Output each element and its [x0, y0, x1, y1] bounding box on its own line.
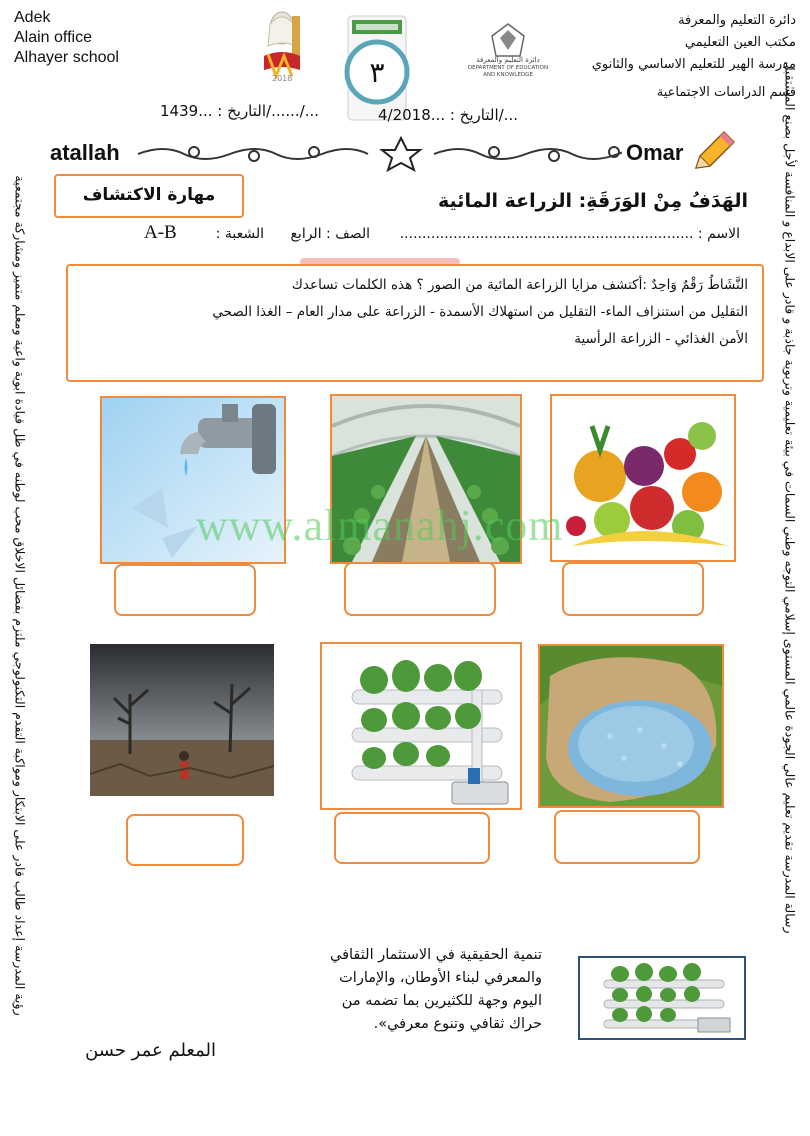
fruits-photo	[550, 394, 736, 562]
calendar-number: ٣	[369, 56, 385, 89]
header-right-line3: مدرسة الهير للتعليم الاساسي والثانوي	[591, 57, 796, 72]
name-banner	[50, 134, 740, 174]
adek-logo	[462, 22, 554, 78]
pencil-icon	[690, 128, 738, 176]
student-section-label: الشعبة :	[215, 226, 264, 242]
answer-box-3[interactable]	[562, 562, 704, 616]
banner-name-right: Omar	[622, 140, 683, 166]
quote-text	[296, 944, 542, 1036]
header-left-line3: Alhayer school	[14, 49, 119, 66]
skill-label: مهارة الاكتشاف	[82, 185, 216, 205]
answer-box-4[interactable]	[126, 814, 244, 866]
answer-box-2[interactable]	[344, 562, 496, 616]
header-left-line2: Alain office	[14, 29, 92, 46]
activity-hint-words-1: التقليل من استنزاف الماء- التقليل من استهلاك الأسمدة - الزراعة على مدار العام – الغذا الصحي	[212, 304, 748, 320]
skill-box	[54, 174, 244, 218]
answer-box-1[interactable]	[114, 564, 256, 616]
date-hijri: التاريخ : ...1439/....../...	[160, 102, 320, 120]
student-grade: الصف : الرابع	[290, 226, 370, 242]
date-gregorian: التاريخ : ...4/2018/...	[378, 106, 518, 124]
header-left-line1: Adek	[14, 9, 51, 26]
quote-line-1: تنمية الحقيقية في الاستثمار الثقافي	[330, 947, 542, 963]
adek-logo-line1: دائرة التعليم والمعرفة	[476, 56, 540, 64]
worksheet-objective: الهَدَفُ مِنْ الوَرَقَةِ: الزراعة المائية	[438, 190, 748, 212]
zayed-year: 2018	[272, 74, 293, 83]
student-name-field: الاسم : ..................................................................	[399, 226, 740, 242]
quote-line-4: حراك ثقافي وتنوع معرفي».	[373, 1016, 542, 1032]
activity-instruction: النَّشَاطُ رَقْمٌ وَاحِدٌ :أكتشف مزايا الزراعة المائية من الصور ؟ هذه الكلمات تساعدك	[291, 277, 748, 293]
header-right-line4: قسم الدراسات الاجتماعية	[656, 85, 796, 100]
header-left	[14, 8, 119, 68]
student-section-value: A-B	[144, 222, 177, 243]
watermark: www.almanahj.com	[196, 501, 564, 550]
school-vision-text: رؤية المدرسة إعداد طالب قادر على الابتكار ومواكبة التقدم التكنولوجي ملتزم بفضائل الاخلاق محب لوطنه في ظل قيادة ابوية واعية ومعلم متميز ومشاركة مجتمعية	[12, 175, 28, 1016]
header-right	[592, 10, 796, 104]
adek-logo-line3: AND KNOWLEDGE	[483, 72, 533, 78]
school-mission-text: رسالة المدرسة تقديم تعليم عالي الجودة عالمي المستوى إسلامي التوجه وطني السمات في بيئة تعليمية وتربوية جاذبة و قادر على الابداع و المنافسة لأجل بصنع المستقبل	[782, 61, 798, 934]
activity-box	[66, 264, 764, 382]
banner-name-left: atallah	[50, 140, 120, 165]
drought-photo	[90, 644, 274, 796]
header-right-line2: مكتب العين التعليمي	[684, 35, 796, 50]
quote-line-2: والمعرفي لبناء الأوطان، والإمارات	[339, 970, 542, 986]
adek-logo-line2: DEPARTMENT OF EDUCATION	[467, 65, 549, 71]
teacher-name: المعلم عمر حسن	[85, 1040, 216, 1061]
fertilizer-sack-photo	[538, 644, 724, 808]
answer-box-5[interactable]	[334, 812, 490, 864]
quote-line-3: اليوم وجهة للكثيرين بما تضمه من	[341, 993, 542, 1009]
hydroponic-tower-photo	[320, 642, 522, 810]
activity-hint-words-2: الأمن الغذائي - الزراعة الرأسية	[574, 331, 748, 347]
ornament-divider	[134, 136, 668, 172]
answer-box-6[interactable]	[554, 810, 700, 864]
header-right-line1: دائرة التعليم والمعرفة	[678, 13, 796, 28]
hydroponic-thumbnail	[578, 956, 746, 1040]
